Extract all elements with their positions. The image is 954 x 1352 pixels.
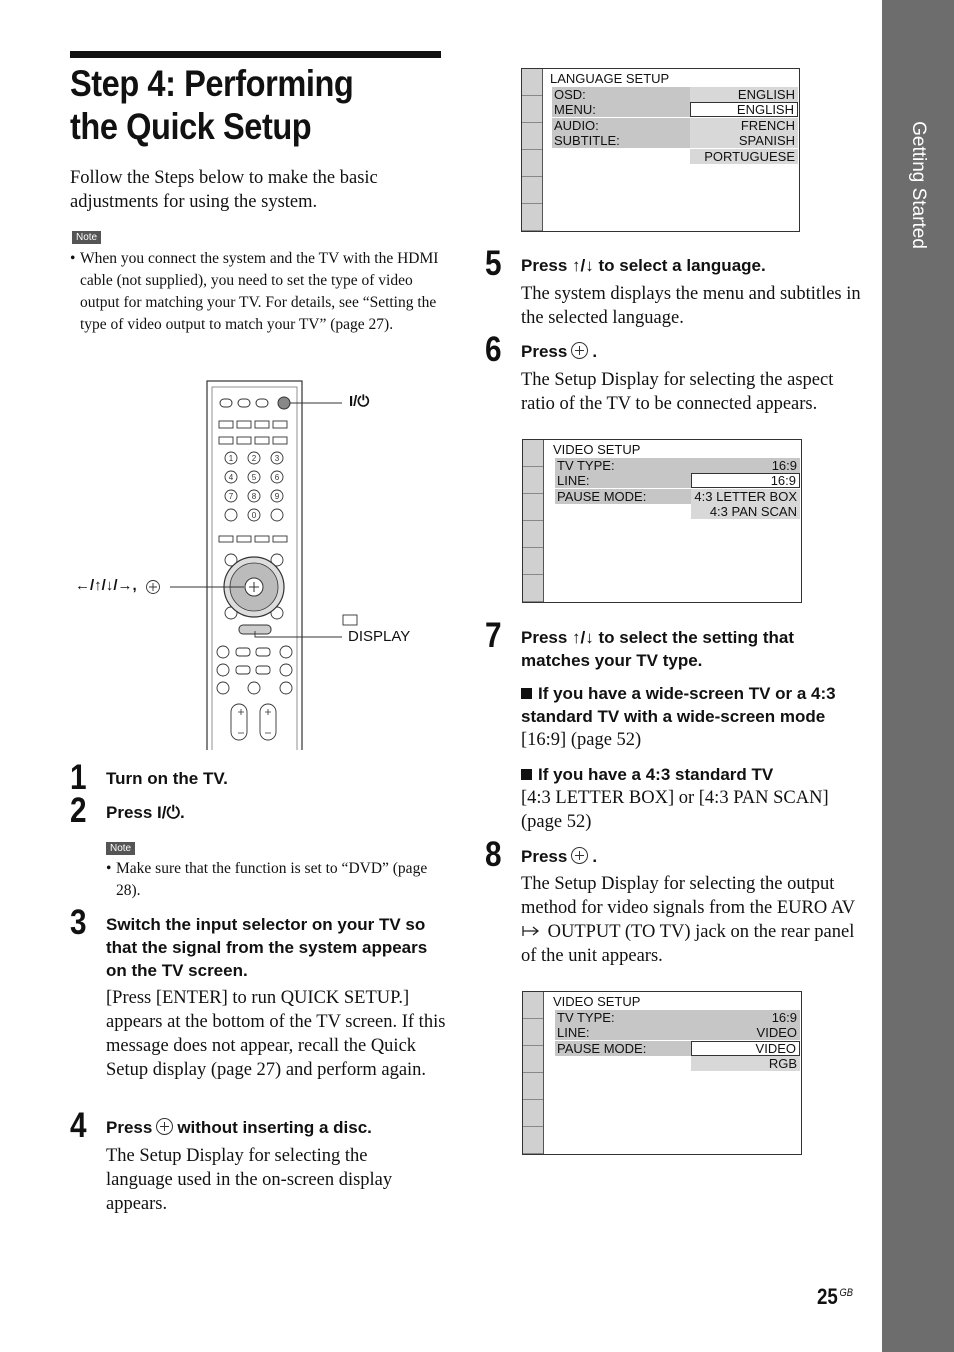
intro-text: Follow the Steps below to make the basic adjustments for using the system. [70, 168, 378, 212]
step-body: The system displays the menu and subtitles in the selected language. [521, 284, 861, 328]
svg-text:9: 9 [274, 492, 280, 501]
case-heading: If you have a wide-screen TV or a 4:3 standard TV with a wide-screen mode [521, 684, 836, 726]
step-number: 1 [70, 758, 87, 797]
section-tab-label: Getting Started [908, 121, 929, 249]
screen-title: VIDEO SETUP [553, 442, 641, 457]
audio-label: AUDIO: [552, 118, 690, 133]
power-button [278, 397, 290, 409]
tv-type-option: 4:3 LETTER BOX [691, 489, 800, 504]
tv-type-label: TV TYPE: [555, 458, 800, 473]
tv-type-option: 16:9 [691, 473, 800, 488]
note-badge: Note [106, 842, 135, 855]
step-number: 3 [70, 903, 87, 942]
tv-type-value: 16:9 [771, 1010, 797, 1025]
osd-label: OSD: [552, 87, 690, 102]
video-output-setup-screen [522, 991, 802, 1155]
step-heading: Press I/⏻. [106, 803, 185, 822]
step-number: 8 [485, 835, 502, 874]
page-number: 25 $^{GB}$ [817, 1284, 854, 1309]
step-body: The Setup Display for selecting the language used in the on-screen display appears. [106, 1146, 393, 1214]
power-label: I/⏻ [349, 393, 370, 410]
enter-icon [571, 342, 588, 359]
pause-mode-label: PAUSE MODE: [555, 489, 693, 504]
note-text: • When you connect the system and the TV with the HDMI cable (not supplied), you need to set the type of video output for matching your TV. For details, see “Setting the type of video output to match your TV” (page 27). [70, 250, 439, 333]
language-option: SPANISH [690, 133, 798, 148]
title-rule [70, 51, 441, 58]
tv-type-label: TV TYPE: [555, 1010, 800, 1025]
note-text: • Make sure that the function is set to “DVD” (page 28). [106, 860, 428, 899]
step-number: 5 [485, 244, 502, 283]
line-label: LINE: [555, 1025, 800, 1040]
language-option: ENGLISH [690, 102, 798, 117]
step-body: [Press [ENTER] to run QUICK SETUP.] appears at the bottom of the TV screen. If this message does not appear, recall the Quick Setup display (page 27) and perform again. [106, 988, 446, 1080]
svg-text:5: 5 [251, 473, 257, 482]
step-body: The Setup Display for selecting the aspect ratio of the TV to be connected appears. [521, 370, 834, 414]
osd-value: ENGLISH [690, 87, 798, 102]
remote-control-illustration [60, 375, 480, 750]
svg-text:8: 8 [251, 492, 257, 501]
svg-text:7: 7 [228, 492, 234, 501]
line-option: VIDEO [691, 1041, 800, 1056]
tv-type-option: 4:3 PAN SCAN [691, 504, 800, 519]
enter-icon [571, 847, 588, 864]
step-body: The Setup Display for selecting the output method for video signals from the EURO AV OUTPUT (TO TV) jack on the rear panel of the unit appears. [521, 874, 855, 966]
svg-text:6: 6 [274, 473, 280, 482]
svg-text:1: 1 [228, 454, 234, 463]
step-heading: Press ↑/↓ to select a language. [521, 256, 766, 275]
svg-text:2: 2 [251, 454, 257, 463]
case-body: [4:3 LETTER BOX] or [4:3 PAN SCAN] (page 52) [521, 788, 829, 832]
step-number: 4 [70, 1106, 87, 1145]
video-setup-screen [522, 439, 802, 603]
screen-title: VIDEO SETUP [553, 994, 641, 1009]
language-option: FRENCH [690, 118, 798, 133]
svg-text:3: 3 [274, 454, 280, 463]
subtitle-label: SUBTITLE: [552, 133, 690, 148]
enter-icon [156, 1118, 173, 1135]
step-heading: Switch the input selector on your TV so that the signal from the system appears on the TV screen. [106, 915, 428, 980]
case-body: [16:9] (page 52) [521, 730, 642, 750]
svg-text:4: 4 [228, 473, 234, 482]
step-number: 6 [485, 330, 502, 369]
language-option: PORTUGUESE [690, 149, 798, 164]
step-heading: Press ↑/↓ to select the setting that matches your TV type. [521, 628, 795, 670]
screen-title: LANGUAGE SETUP [550, 71, 670, 86]
step-number: 7 [485, 616, 502, 655]
pause-mode-label: PAUSE MODE: [555, 1041, 693, 1056]
step-number: 2 [70, 791, 87, 830]
step-heading: Turn on the TV. [106, 769, 228, 788]
display-label: DISPLAY [348, 628, 411, 645]
line-option: RGB [691, 1056, 800, 1071]
case-heading: If you have a 4:3 standard TV [521, 763, 773, 786]
page-title: Step 4: Performing the Quick Setup [70, 63, 354, 147]
step-heading: Press . [521, 342, 598, 361]
output-arrow-icon [521, 923, 543, 939]
tv-type-value: 16:9 [771, 458, 797, 473]
note-badge: Note [72, 231, 101, 244]
arrows-label: ←/↑/↓/→, [75, 577, 137, 594]
step-heading: Press . [521, 847, 598, 866]
menu-label: MENU: [552, 102, 690, 117]
line-value: VIDEO [756, 1025, 797, 1040]
svg-text:0: 0 [251, 511, 257, 520]
line-label: LINE: [555, 473, 693, 488]
step-heading: Press without inserting a disc. [106, 1118, 372, 1137]
language-setup-screen [521, 68, 800, 232]
